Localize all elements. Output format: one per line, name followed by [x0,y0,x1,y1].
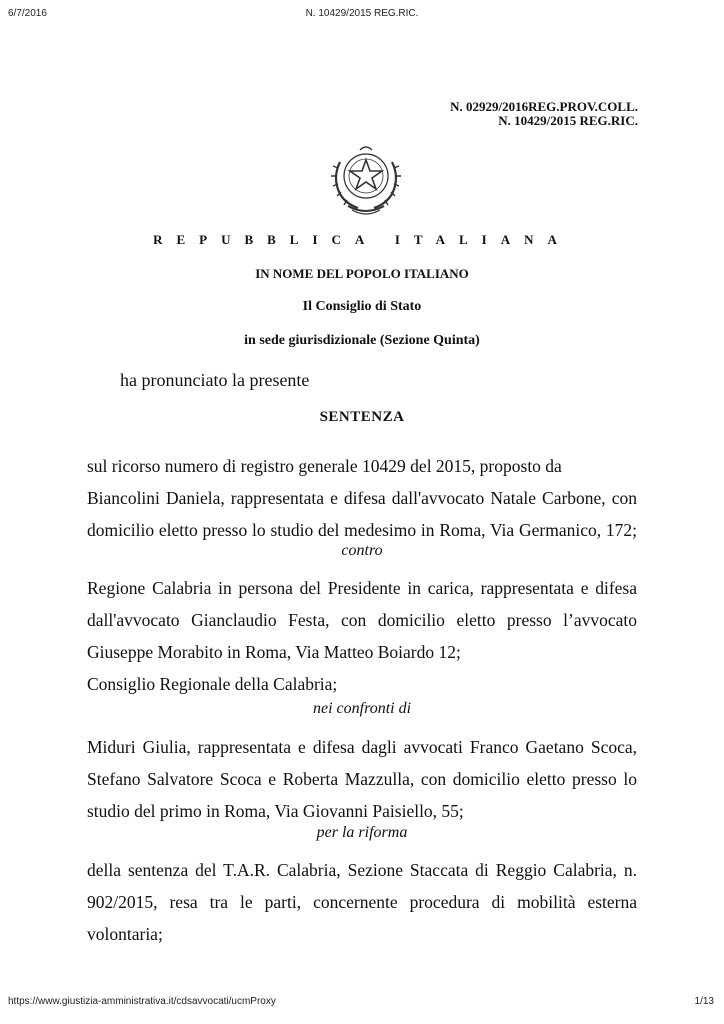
text-line: Consiglio Regionale della Calabria; [87,674,338,694]
document-type: SENTENZA [319,409,405,425]
in-nome-heading: IN NOME DEL POPOLO ITALIANO [255,266,469,281]
italian-republic-emblem-icon [326,142,406,218]
text-line: Miduri Giulia, rappresentata e difesa dagli avvocati Franco Gaetano Scoca, [87,737,637,757]
court-section: in sede giurisdizionale (Sezione Quinta) [244,333,480,348]
registry-line-coll: N. 02929/2016REG.PROV.COLL. [450,99,638,114]
text-line: volontaria; [87,924,163,944]
nei-confronti-paragraph [87,731,637,827]
court-name: Il Consiglio di Stato [302,299,422,314]
per-la-riforma-label: per la riforma [316,824,408,841]
text-line: Giuseppe Morabito in Roma, Via Matteo Boiardo 12; [87,642,461,662]
contro-paragraph [87,572,637,700]
print-title: N. 10429/2015 REG.RIC. [305,8,419,19]
text-line: 902/2015, resa tra le parti, concernente procedura di mobilità esterna [87,892,637,912]
riforma-paragraph [87,854,637,950]
text-line: studio del primo in Roma, Via Giovanni Paisiello, 55; [87,801,464,821]
ricorso-paragraph [87,450,637,546]
republic-title: REPUBBLICA ITALIANA [153,232,571,247]
nei-confronti-label: nei confronti di [312,700,412,717]
registry-numbers [450,100,638,128]
print-page-number: 1/13 [694,996,714,1007]
text-line: della sentenza del T.A.R. Calabria, Sezione Staccata di Reggio Calabria, n. [87,860,637,880]
text-line: dall'avvocato Gianclaudio Festa, con domicilio eletto presso l’avvocato [87,610,637,630]
print-url: https://www.giustizia-amministrativa.it/cdsavvocati/ucmProxy [8,996,276,1007]
text-line: domicilio eletto presso lo studio del medesimo in Roma, Via Germanico, 172; [87,520,637,540]
text-line: sul ricorso numero di registro generale 10429 del 2015, proposto da [87,456,562,476]
intro-line: ha pronunciato la presente [120,370,310,390]
text-line: Regione Calabria in persona del Presidente in carica, rappresentata e difesa [87,578,637,598]
print-date: 6/7/2016 [8,8,47,19]
text-line: Biancolini Daniela, rappresentata e difesa dall'avvocato Natale Carbone, con [87,488,637,508]
registry-line-ric: N. 10429/2015 REG.RIC. [498,113,638,128]
contro-label: contro [341,542,383,559]
text-line: Stefano Salvatore Scoca e Roberta Mazzulla, con domicilio eletto presso lo [87,769,637,789]
